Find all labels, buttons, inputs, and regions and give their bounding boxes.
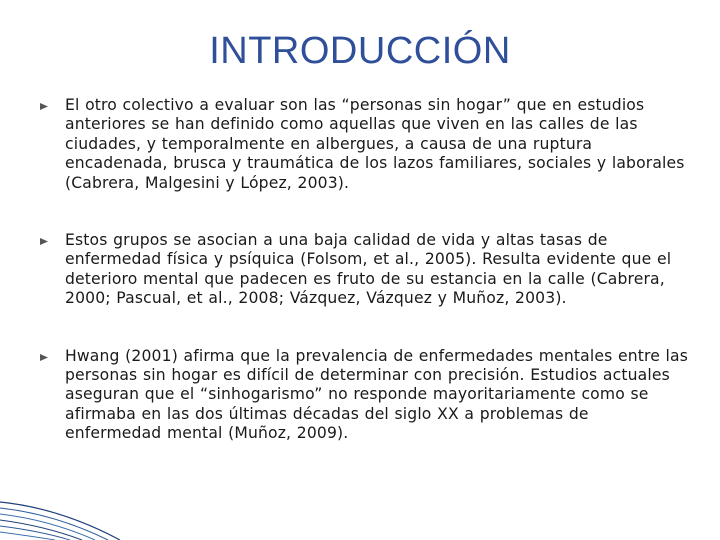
arrow-bullet-icon <box>39 353 49 362</box>
bullet-text: Estos grupos se asocian a una baja calidad de vida y altas tasas de enfermedad física y psíquica (Folsom, et al., 2005). Resulta evidente que el deterioro mental que padecen es fruto de su estancia en la calle (Cabrera, 2000; Pascual, et al., 2008; Vázquez, Vázquez y Muñoz, 2003). <box>65 231 672 308</box>
slide-title: INTRODUCCIÓN <box>209 30 511 72</box>
arrow-bullet-icon <box>39 237 49 246</box>
bullet-text: El otro colectivo a evaluar son las “personas sin hogar” que en estudios anteriores se han definido como aquellas que viven en las calles de las ciudades, y temporalmente en albergues, a causa de una ruptura encadenada, brusca y traumática de los lazos familiares, sociales y laborales (Cabrera, Malgesini y López, 2003). <box>65 96 685 192</box>
bullet-text: Hwang (2001) afirma que la prevalencia de enfermedades mentales entre las personas sin hogar es difícil de determinar con precisión. Estudios actuales aseguran que el “sinhogarismo” no responde mayoritariamente como se afirmaba en las dos últimas décadas del siglo XX a problemas de enfermedad mental (Muñoz, 2009). <box>65 346 689 443</box>
bullet-item <box>38 96 690 193</box>
arrow-bullet-icon <box>39 102 49 111</box>
bullet-item <box>38 347 690 444</box>
bullet-item <box>38 231 690 309</box>
decorative-wave-lines <box>0 450 200 540</box>
bullet-list <box>38 96 690 444</box>
